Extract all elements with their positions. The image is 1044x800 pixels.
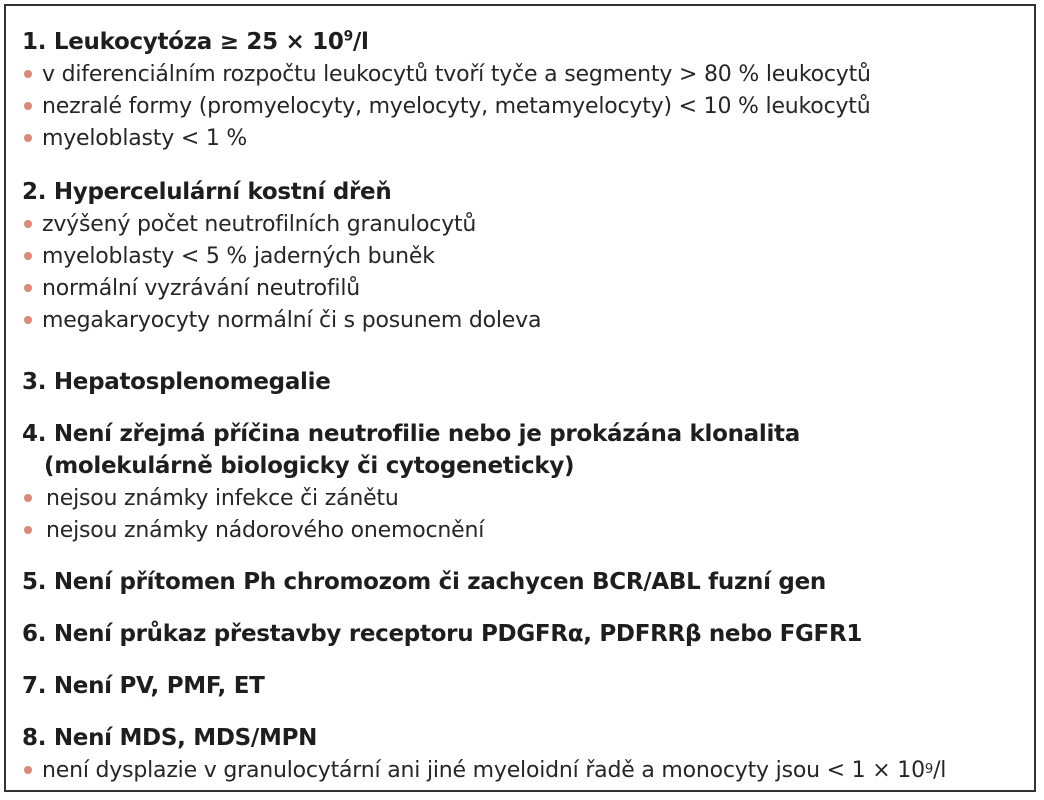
criterion-3 <box>22 366 1024 398</box>
bullet-icon <box>24 220 32 228</box>
list-item: v diferenciálním rozpočtu leukocytů tvoří tyče a segmenty > 80 % leukocytů <box>22 58 1024 90</box>
criterion-8-heading: 8. Není MDS, MDS/MPN <box>22 725 318 751</box>
bullet-icon <box>24 316 32 324</box>
criterion-4-heading-continued: (molekulárně biologicky či cytogeneticky) <box>44 453 575 479</box>
list-item: megakaryocyty normální či s posunem doleva <box>22 304 1024 336</box>
criterion-5 <box>22 566 1024 598</box>
bullet-icon <box>24 252 32 260</box>
criterion-7-heading: 7. Není PV, PMF, ET <box>22 673 265 699</box>
bullet-icon <box>24 102 32 110</box>
list-item: nezralé formy (promyelocyty, myelocyty, metamyelocyty) < 10 % leukocytů <box>22 90 1024 122</box>
list-item: není dysplazie v granulocytární ani jiné myeloidní řadě a monocyty jsou < 1 × 10 9 /l <box>22 754 1024 786</box>
bullet-icon <box>24 70 32 78</box>
list-item: nejsou známky nádorového onemocnění <box>22 514 1024 546</box>
criterion-4 <box>22 418 1024 546</box>
list-item: myeloblasty < 5 % jaderných buněk <box>22 240 1024 272</box>
criterion-6-heading: 6. Není průkaz přestavby receptoru PDGFRα, PDFRRβ nebo FGFR1 <box>22 621 863 647</box>
list-item: myeloblasty < 1 % <box>22 122 1024 154</box>
criterion-2 <box>22 176 1024 336</box>
bullet-icon <box>24 766 32 774</box>
list-item: normální vyzrávání neutrofilů <box>22 272 1024 304</box>
criterion-1 <box>22 26 1024 154</box>
criterion-8 <box>22 722 1024 786</box>
criterion-7 <box>22 670 1024 702</box>
criteria-table <box>4 4 1036 792</box>
list-item: zvýšený počet neutrofilních granulocytů <box>22 208 1024 240</box>
criterion-2-heading: 2. Hypercelulární kostní dřeň <box>22 179 392 205</box>
criterion-3-heading: 3. Hepatosplenomegalie <box>22 369 331 395</box>
criterion-5-heading: 5. Není přítomen Ph chromozom či zachycen BCR/ABL fuzní gen <box>22 569 826 595</box>
bullet-icon <box>24 494 32 502</box>
criterion-1-heading: 1. Leukocytóza ≥ $25 \times 10^9/l$ <box>22 28 369 55</box>
bullet-icon <box>24 284 32 292</box>
bullet-icon <box>24 134 32 142</box>
list-item: nejsou známky infekce či zánětu <box>22 482 1024 514</box>
criterion-6 <box>22 618 1024 650</box>
criterion-4-heading: 4. Není zřejmá příčina neutrofilie nebo je prokázána klonalita <box>22 421 800 447</box>
bullet-icon <box>24 526 32 534</box>
